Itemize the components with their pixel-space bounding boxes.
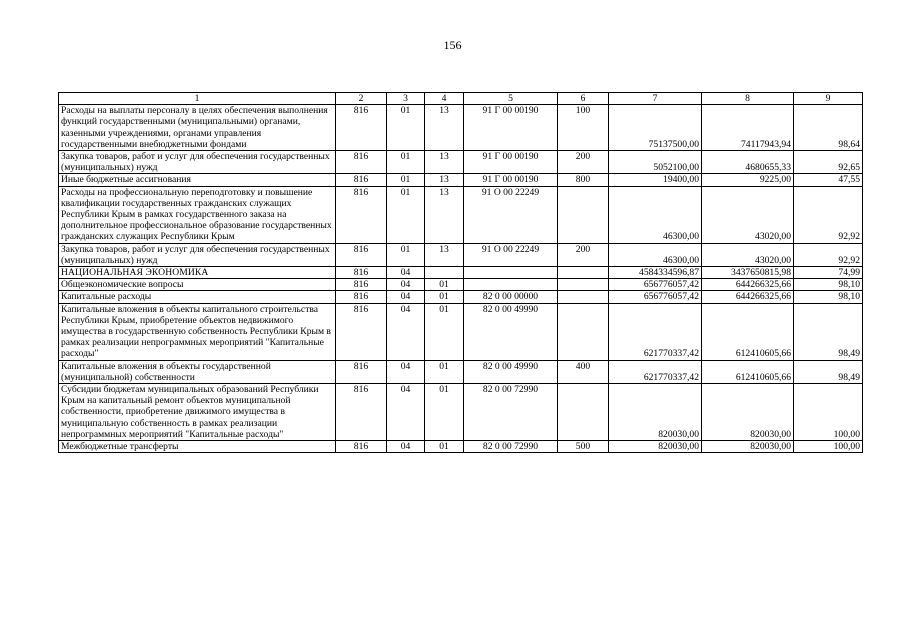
column-header: 8 (702, 93, 794, 105)
ministry-code: 816 (336, 105, 387, 151)
target-article-code: 82 0 00 00000 (464, 291, 558, 303)
section-code: 01 (387, 174, 425, 186)
expense-type-code: 100 (558, 105, 609, 151)
executed-amount: 9225,00 (702, 174, 794, 186)
execution-percent: 47,55 (794, 174, 863, 186)
executed-amount: 612410605,66 (702, 303, 794, 360)
planned-amount: 621770337,42 (609, 360, 702, 383)
expense-name: Субсидии бюджетам муниципальных образований Республики Крым на капитальный ремонт объектов муниципальной собственности, приобретение движимого имущества в муниципальную собственность в рамках реализации непрограммных мероприятий "Капитальные расходы" (59, 384, 336, 441)
target-article-code: 82 0 00 49990 (464, 360, 558, 383)
budget-table (58, 92, 863, 453)
expense-type-code (558, 186, 609, 243)
target-article-code: 82 0 00 72990 (464, 384, 558, 441)
expense-type-code: 200 (558, 243, 609, 266)
expense-name: Закупка товаров, работ и услуг для обеспечения государственных (муниципальных) нужд (59, 243, 336, 266)
target-article-code: 91 Г 00 00190 (464, 105, 558, 151)
execution-percent: 98,49 (794, 303, 863, 360)
table-row (59, 174, 863, 186)
expense-name: Расходы на профессиональную переподготовку и повышение квалификации государственных гражданских служащих Республики Крым в рамках государственного заказа на дополнительное профессиональное образование государственных гражданских служащих Республики Крым (59, 186, 336, 243)
executed-amount: 820030,00 (702, 384, 794, 441)
section-code: 04 (387, 384, 425, 441)
expense-name: Иные бюджетные ассигнования (59, 174, 336, 186)
column-header: 4 (425, 93, 464, 105)
expense-name: Капитальные расходы (59, 291, 336, 303)
executed-amount: 4680655,33 (702, 151, 794, 174)
subsection-code: 01 (425, 441, 464, 453)
table-row (59, 186, 863, 243)
table-row (59, 267, 863, 279)
planned-amount: 656776057,42 (609, 291, 702, 303)
ministry-code: 816 (336, 186, 387, 243)
ministry-code: 816 (336, 384, 387, 441)
column-header: 6 (558, 93, 609, 105)
subsection-code: 13 (425, 174, 464, 186)
table-row (59, 151, 863, 174)
execution-percent: 92,92 (794, 243, 863, 266)
ministry-code: 816 (336, 267, 387, 279)
subsection-code: 13 (425, 151, 464, 174)
target-article-code: 91 Г 00 00190 (464, 151, 558, 174)
executed-amount: 43020,00 (702, 186, 794, 243)
table-row (59, 441, 863, 453)
target-article-code: 91 Г 00 00190 (464, 174, 558, 186)
expense-type-code (558, 291, 609, 303)
subsection-code: 01 (425, 303, 464, 360)
table-row (59, 243, 863, 266)
target-article-code: 82 0 00 49990 (464, 303, 558, 360)
planned-amount: 19400,00 (609, 174, 702, 186)
column-header: 1 (59, 93, 336, 105)
execution-percent: 74,99 (794, 267, 863, 279)
target-article-code (464, 267, 558, 279)
executed-amount: 644266325,66 (702, 279, 794, 291)
ministry-code: 816 (336, 151, 387, 174)
planned-amount: 656776057,42 (609, 279, 702, 291)
section-code: 04 (387, 303, 425, 360)
ministry-code: 816 (336, 291, 387, 303)
subsection-code: 13 (425, 243, 464, 266)
planned-amount: 820030,00 (609, 441, 702, 453)
subsection-code: 13 (425, 186, 464, 243)
section-code: 04 (387, 267, 425, 279)
table-row (59, 279, 863, 291)
subsection-code: 13 (425, 105, 464, 151)
expense-name: Межбюджетные трансферты (59, 441, 336, 453)
expense-type-code (558, 279, 609, 291)
expense-type-code (558, 303, 609, 360)
page-number: 156 (443, 38, 462, 52)
ministry-code: 816 (336, 441, 387, 453)
subsection-code: 01 (425, 384, 464, 441)
section-code: 04 (387, 291, 425, 303)
expense-name: Капитальные вложения в объекты государственной (муниципальной) собственности (59, 360, 336, 383)
expense-type-code: 400 (558, 360, 609, 383)
execution-percent: 100,00 (794, 384, 863, 441)
executed-amount: 43020,00 (702, 243, 794, 266)
column-header: 9 (794, 93, 863, 105)
table-row (59, 105, 863, 151)
section-code: 01 (387, 105, 425, 151)
execution-percent: 92,92 (794, 186, 863, 243)
column-header: 7 (609, 93, 702, 105)
section-code: 04 (387, 279, 425, 291)
executed-amount: 612410605,66 (702, 360, 794, 383)
ministry-code: 816 (336, 303, 387, 360)
table-row (59, 384, 863, 441)
executed-amount: 3437650815,98 (702, 267, 794, 279)
column-header: 2 (336, 93, 387, 105)
target-article-code: 91 О 00 22249 (464, 186, 558, 243)
ministry-code: 816 (336, 279, 387, 291)
planned-amount: 5052100,00 (609, 151, 702, 174)
execution-percent: 92,65 (794, 151, 863, 174)
planned-amount: 75137500,00 (609, 105, 702, 151)
expense-type-code: 200 (558, 151, 609, 174)
execution-percent: 98,10 (794, 279, 863, 291)
executed-amount: 644266325,66 (702, 291, 794, 303)
table-header-row (59, 93, 863, 105)
expense-name: Расходы на выплаты персоналу в целях обеспечения выполнения функций государственными (муниципальными) органами, казенными учреждениями, органами управления государственными внебюджетными фондами (59, 105, 336, 151)
target-article-code: 91 О 00 22249 (464, 243, 558, 266)
planned-amount: 621770337,42 (609, 303, 702, 360)
table-row (59, 303, 863, 360)
expense-name: Общеэкономические вопросы (59, 279, 336, 291)
execution-percent: 98,10 (794, 291, 863, 303)
section-code: 04 (387, 360, 425, 383)
section-code: 01 (387, 186, 425, 243)
subsection-code (425, 267, 464, 279)
expense-type-code: 800 (558, 174, 609, 186)
execution-percent: 98,49 (794, 360, 863, 383)
planned-amount: 820030,00 (609, 384, 702, 441)
planned-amount: 46300,00 (609, 186, 702, 243)
section-code: 01 (387, 151, 425, 174)
column-header: 3 (387, 93, 425, 105)
planned-amount: 4584334596,87 (609, 267, 702, 279)
execution-percent: 100,00 (794, 441, 863, 453)
expense-type-code (558, 384, 609, 441)
target-article-code: 82 0 00 72990 (464, 441, 558, 453)
table-row (59, 291, 863, 303)
ministry-code: 816 (336, 243, 387, 266)
executed-amount: 820030,00 (702, 441, 794, 453)
expense-name: НАЦИОНАЛЬНАЯ ЭКОНОМИКА (59, 267, 336, 279)
planned-amount: 46300,00 (609, 243, 702, 266)
table-row (59, 360, 863, 383)
expense-type-code (558, 267, 609, 279)
subsection-code: 01 (425, 360, 464, 383)
executed-amount: 74117943,94 (702, 105, 794, 151)
execution-percent: 98,64 (794, 105, 863, 151)
subsection-code: 01 (425, 279, 464, 291)
ministry-code: 816 (336, 360, 387, 383)
section-code: 01 (387, 243, 425, 266)
ministry-code: 816 (336, 174, 387, 186)
expense-name: Капитальные вложения в объекты капитального строительства Республики Крым, приобретение объектов недвижимого имущества в государственную собственность Республики Крым в рамках реализации непрограммных мероприятий "Капитальные расходы" (59, 303, 336, 360)
subsection-code: 01 (425, 291, 464, 303)
section-code: 04 (387, 441, 425, 453)
column-header: 5 (464, 93, 558, 105)
expense-name: Закупка товаров, работ и услуг для обеспечения государственных (муниципальных) нужд (59, 151, 336, 174)
target-article-code (464, 279, 558, 291)
expense-type-code: 500 (558, 441, 609, 453)
